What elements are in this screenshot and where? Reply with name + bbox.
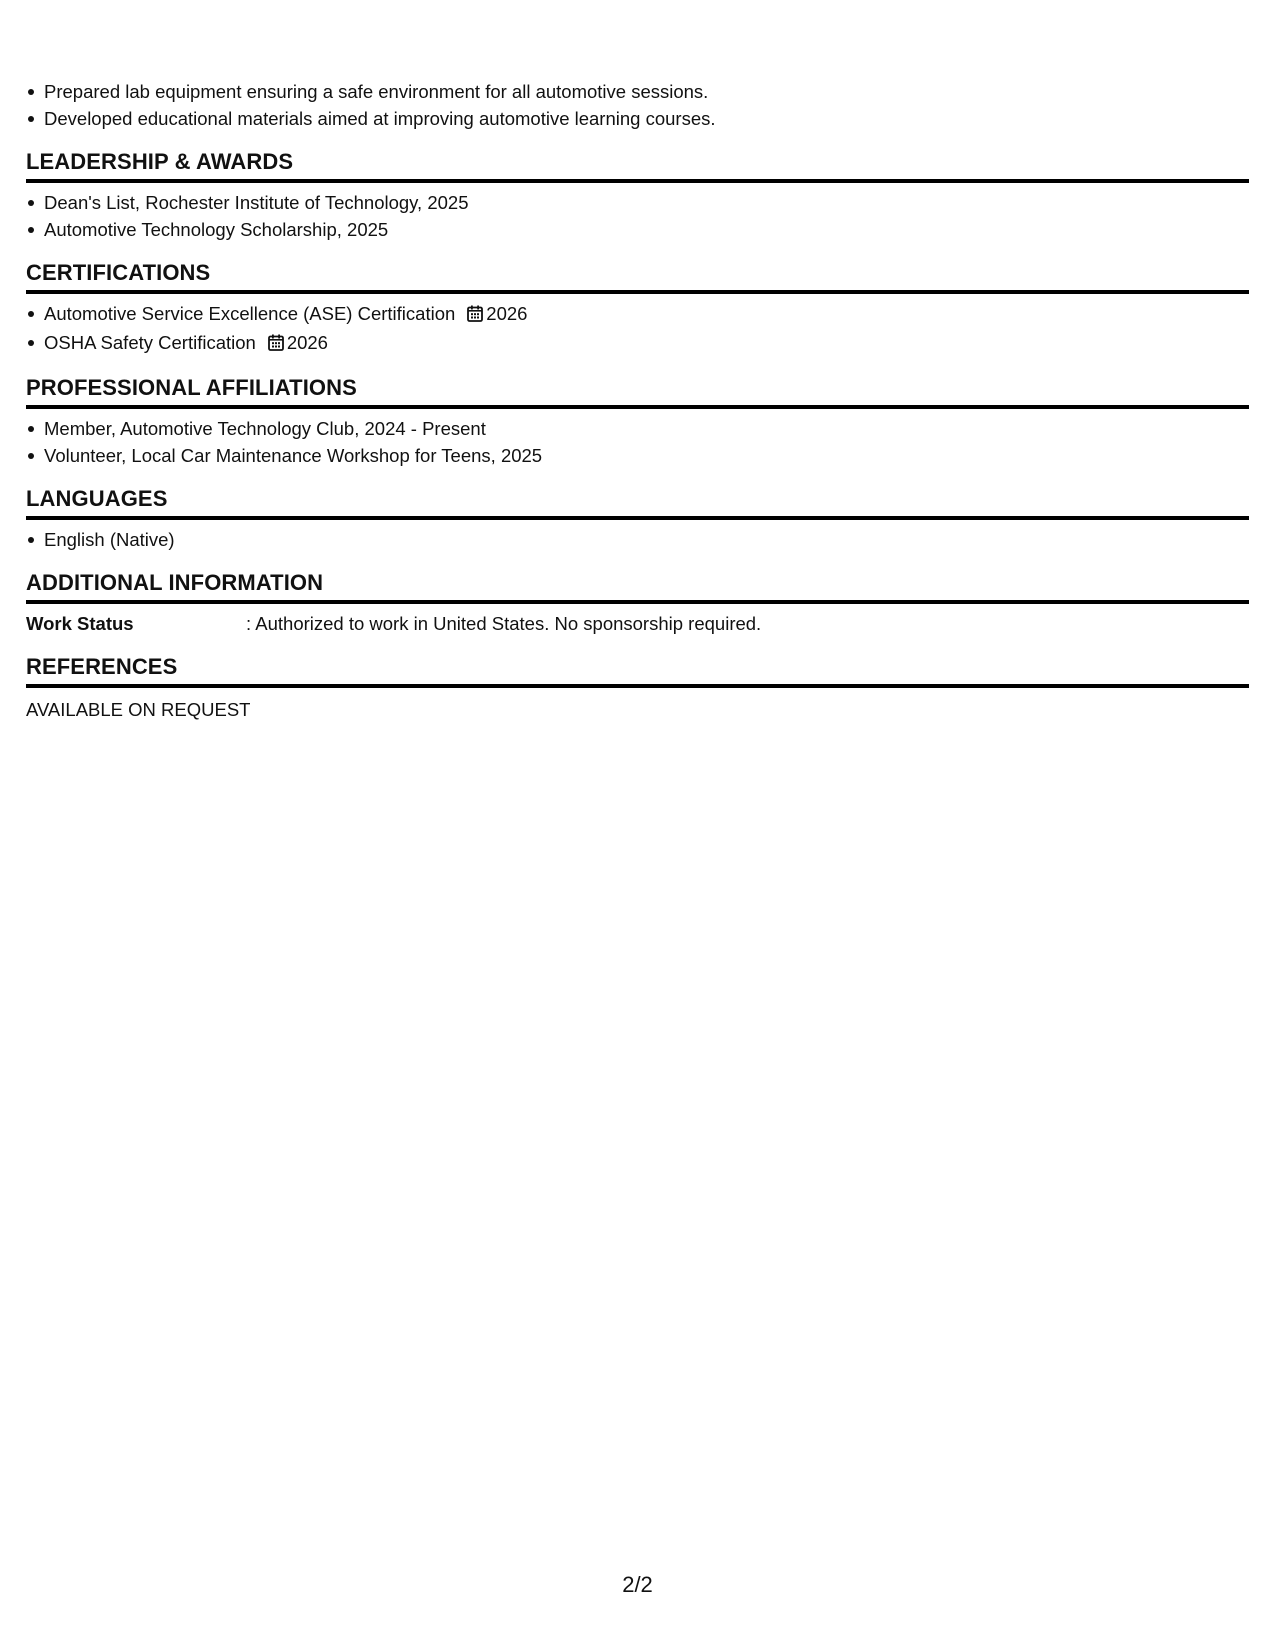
certification-name: Automotive Service Excellence (ASE) Certification (44, 303, 456, 324)
list-item: English (Native) (26, 526, 1249, 553)
section-title: REFERENCES (26, 653, 1249, 688)
leadership-list (26, 189, 1249, 243)
calendar-icon (467, 302, 483, 329)
list-item (26, 329, 1249, 358)
languages-list (26, 526, 1249, 553)
certification-name: OSHA Safety Certification (44, 332, 256, 353)
list-item: Developed educational materials aimed at improving automotive learning courses. (26, 105, 1249, 132)
section-title: ADDITIONAL INFORMATION (26, 569, 1249, 604)
list-item: Member, Automotive Technology Club, 2024 - Present (26, 415, 1249, 442)
leadership-section (26, 148, 1249, 243)
section-title: PROFESSIONAL AFFILIATIONS (26, 374, 1249, 409)
work-status-value: : Authorized to work in United States. No sponsorship required. (246, 613, 762, 634)
additional-information-section (26, 569, 1249, 637)
certification-year: 2026 (286, 332, 328, 353)
affiliations-list (26, 415, 1249, 469)
references-text: AVAILABLE ON REQUEST (26, 699, 251, 720)
section-title: CERTIFICATIONS (26, 259, 1249, 294)
calendar-icon (268, 331, 284, 358)
certifications-list (26, 300, 1249, 358)
list-item: Prepared lab equipment ensuring a safe environment for all automotive sessions. (26, 78, 1249, 105)
languages-section (26, 485, 1249, 553)
list-item: Volunteer, Local Car Maintenance Workshop for Teens, 2025 (26, 442, 1249, 469)
work-status-label: Work Status (26, 613, 134, 634)
certification-year: 2026 (486, 303, 528, 324)
section-title: LEADERSHIP & AWARDS (26, 148, 1249, 183)
resume-page (26, 78, 1249, 723)
certifications-section (26, 259, 1249, 358)
list-item: Dean's List, Rochester Institute of Technology, 2025 (26, 189, 1249, 216)
experience-bullets (26, 78, 1249, 132)
page-number: 2/2 (622, 1572, 653, 1597)
list-item: Automotive Technology Scholarship, 2025 (26, 216, 1249, 243)
list-item (26, 300, 1249, 329)
affiliations-section (26, 374, 1249, 469)
references-section (26, 653, 1249, 723)
work-status-row (26, 610, 1249, 637)
section-title: LANGUAGES (26, 485, 1249, 520)
